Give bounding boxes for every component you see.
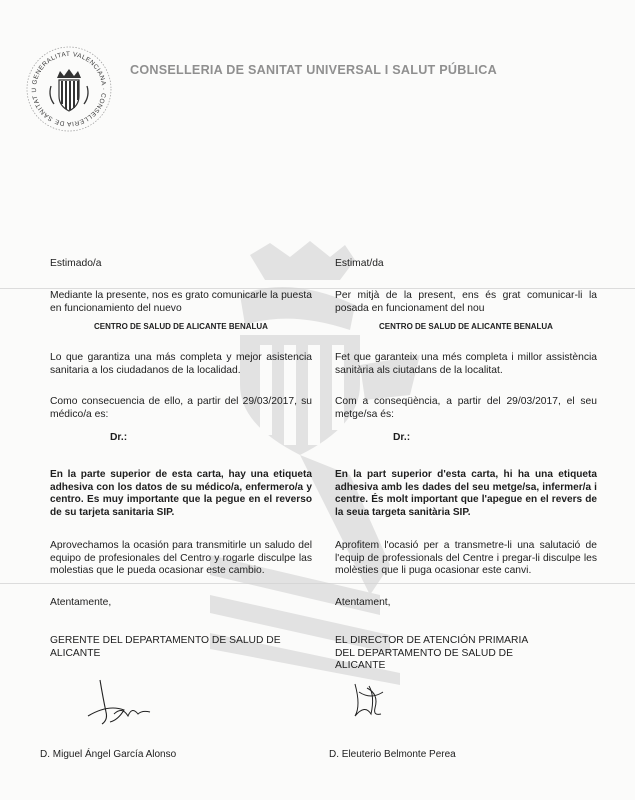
farewell-paragraph: Aprofitem l'ocasió per a transmetre-li una salutació de l'equip de professionals del Centre i pregar-li disculpe les molèsties que li puga ocasionar este canvi. (335, 540, 597, 576)
label-notice-paragraph: En la parte superior de esta carta, hay una etiqueta adhesiva con los datos de su médico/a, enfermero/a y centro. Es muy importante que la pegue en el reverso de su tarjeta sanitaria SIP. (50, 469, 312, 518)
greeting: Estimat/da (335, 258, 384, 269)
doctor-label: Dr.: (110, 432, 128, 443)
health-center-name: CENTRO DE SALUD DE ALICANTE BENALUA (379, 322, 553, 331)
header-title: CONSELLERIA DE SANITAT UNIVERSAL I SALUT PÚBLICA (130, 63, 497, 77)
greeting: Estimado/a (50, 258, 102, 269)
guarantee-paragraph: Fet que garanteix una més completa i millor assistència sanitària als ciutadans de la localitat. (335, 352, 597, 376)
generalitat-seal-logo (24, 44, 114, 134)
health-center-name: CENTRO DE SALUD DE ALICANTE BENALUA (94, 322, 268, 331)
closing: Atentament, (335, 597, 391, 608)
signature-left (80, 676, 160, 732)
consequence-paragraph: Como consecuencia de ello, a partir del 29/03/2017, su médico/a es: (50, 396, 312, 420)
closing: Atentamente, (50, 597, 112, 608)
farewell-paragraph: Aprovechamos la ocasión para transmitirle un saludo del equipo de profesionales del Centro y rogarle disculpe las molestias que le pueda ocasionar este cambio. (50, 540, 312, 576)
seal-icon (24, 44, 114, 134)
guarantee-paragraph: Lo que garantiza una más completa y mejor asistencia sanitaria a los ciudadanos de la localidad. (50, 352, 312, 376)
intro-paragraph: Mediante la presente, nos es grato comunicarle la puesta en funcionamiento del nuevo (50, 290, 312, 314)
label-notice-paragraph: En la part superior d'esta carta, hi ha una etiqueta adhesiva amb les dades del seu metge/sa, infermer/a i centre. És molt important que l'apegue en el revers de la seua targeta sanitària SIP. (335, 469, 597, 518)
signer-name: D. Eleuterio Belmonte Perea (329, 749, 456, 760)
consequence-paragraph: Com a conseqüència, a partir del 29/03/2017, el seu metge/sa és: (335, 396, 597, 420)
intro-paragraph: Per mitjà de la present, ens és grat comunicar-li la posada en funcionament del nou (335, 290, 597, 314)
signer-name: D. Miguel Ángel García Alonso (40, 749, 177, 760)
seal-text: GENERALITAT VALENCIANA · CONSELLERIA DE SANITAT U (30, 50, 108, 128)
doctor-label: Dr.: (393, 432, 411, 443)
signer-title: GERENTE DEL DEPARTAMENTO DE SALUD DE ALICANTE (50, 635, 281, 659)
signature-right (345, 678, 395, 722)
signer-title: EL DIRECTOR DE ATENCIÓN PRIMARIA DEL DEPARTAMENTO DE SALUD DE ALICANTE (335, 635, 528, 671)
